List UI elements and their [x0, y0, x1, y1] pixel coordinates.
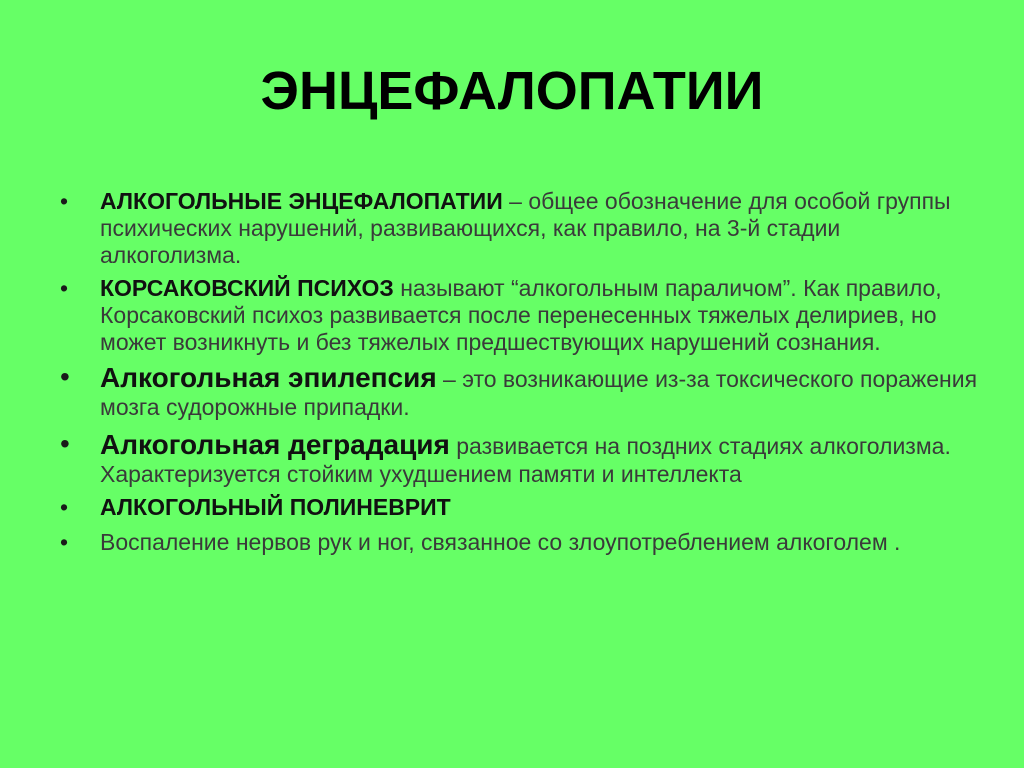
bullet-term: КОРСАКОВСКИЙ ПСИХОЗ	[100, 275, 394, 301]
bullet-item-korsakoff-psychosis	[58, 275, 978, 356]
bullet-term: АЛКОГОЛЬНЫЙ ПОЛИНЕВРИТ	[100, 494, 451, 520]
bullet-item-alcoholic-epilepsy	[58, 361, 978, 421]
bullet-text: – общее обозначение для особой группы психических нарушений, развивающихся, как правило, на 3-й стадии алкоголизма.	[100, 188, 951, 268]
bullet-text: Воспаление нервов рук и ног, связанное со злоупотреблением алкоголем .	[100, 529, 901, 555]
bullet-icon: •	[60, 494, 69, 520]
bullet-item-alcoholic-degradation	[58, 428, 978, 488]
bullet-text: – это возникающие из-за токсического поражения мозга судорожные припадки.	[100, 366, 978, 420]
bullet-item-polyneuritis-description	[58, 529, 978, 556]
bullet-icon: •	[60, 188, 69, 214]
bullet-item-alcoholic-polyneuritis	[58, 494, 978, 521]
bullet-list	[58, 188, 978, 558]
bullet-term: Алкогольная эпилепсия	[100, 362, 437, 393]
bullet-icon: •	[60, 428, 70, 459]
bullet-icon: •	[60, 275, 69, 301]
slide-title: ЭНЦЕФАЛОПАТИИ	[260, 61, 764, 121]
bullet-icon: •	[60, 361, 70, 392]
bullet-item-alcoholic-encephalopathies	[58, 188, 978, 269]
bullet-icon: •	[60, 529, 69, 555]
bullet-term: АЛКОГОЛЬНЫЕ ЭНЦЕФАЛОПАТИИ	[100, 188, 503, 214]
bullet-term: Алкогольная деградация	[100, 429, 450, 460]
bullet-text: развивается на поздних стадиях алкоголизма. Характеризуется стойким ухудшением памяти и интеллекта	[100, 433, 951, 487]
bullet-text: называют “алкогольным параличом”. Как правило, Корсаковский психоз развивается после перенесенных тяжелых делириев, но может возникнуть и без тяжелых предшествующих нарушений сознания.	[100, 275, 942, 355]
